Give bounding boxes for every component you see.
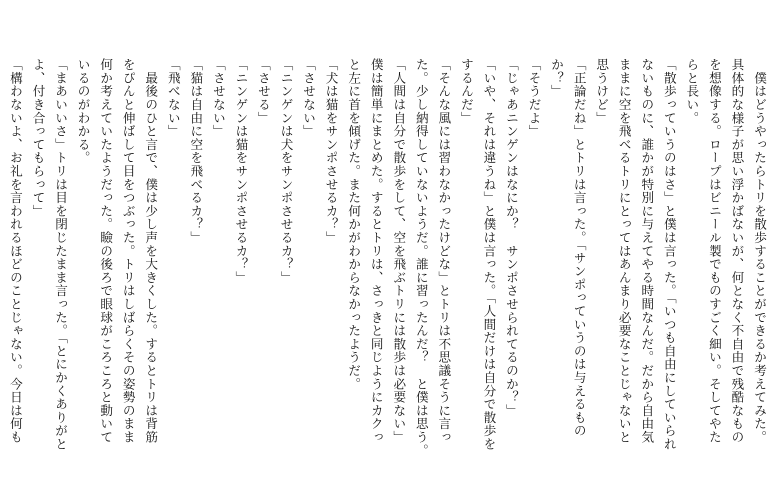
text-line: するんだ」 [458, 58, 474, 125]
text-line: 「ニンゲンは犬をサンポさせるカ？」 [278, 58, 294, 285]
text-line: 「させる」 [255, 58, 271, 125]
text-line: 何か考えていたようだった。瞼の後ろで眼球がころころと動いて [98, 58, 114, 444]
text-line: 「まあいいさ」トリは目を閉じたまま言った。「とにかくありがと [53, 58, 69, 451]
text-line: 僕は簡単にまとめた。するとトリは、さっきと同じようにカクっ [368, 58, 384, 444]
text-line: 「させない」 [210, 58, 226, 138]
text-line: 「飛べない」 [165, 58, 181, 138]
text-line: 「散歩っていうのはさ」と僕は言った。「いつも自由にしていられ [661, 58, 677, 451]
text-line: か？」 [549, 58, 565, 98]
text-line: ないものに、誰かが特別に与えてやる時間なんだ。だから自由気 [639, 58, 655, 444]
text-line: 「犬は猫をサンポさせるカ？」 [323, 58, 339, 245]
text-line: を想像する。ロープはビニール製でものすごく細い。そしてやた [706, 58, 722, 444]
text-line: 「構わないよ、お礼を言われるほどのことじゃない。今日は何も [7, 58, 23, 444]
text-line: 僕はどうやったらトリを散歩することができるか考えてみた。 [752, 58, 767, 444]
text-line: と左に首を傾げた。また何かがわからなかったようだ。 [346, 58, 362, 391]
text-line: 「じゃあニンゲンはなにか？ サンポさせられてるのか？」 [503, 58, 519, 418]
text-line: 「ニンゲンは猫をサンポさせるカ？」 [233, 58, 249, 285]
text-line: ままに空を飛べるトリにとってはあんまり必要なことじゃないと [616, 58, 632, 444]
text-line: 「そんな風には習わなかったけどな」とトリは不思議そうに言っ [436, 58, 452, 444]
text-line: 最後のひと言で、僕は少し声を大きくした。するとトリは背筋 [143, 58, 159, 444]
text-line: をぴんと伸ばして目をつぶった。トリはしばらくその姿勢のまま [120, 58, 136, 444]
text-line: らと長い。 [684, 58, 700, 125]
text-line: 「させない」 [301, 58, 317, 138]
text-line: いるのがわかる。 [75, 58, 91, 165]
text-line: 「そうだよ」 [526, 58, 542, 138]
text-line: 「人間は自分で散歩をして、空を飛ぶトリには散歩は必要ない」 [391, 58, 407, 444]
text-line: 「正論だね」とトリは言った。「サンポっていうのは与えるもの [571, 58, 587, 438]
text-line: 具体的な様子が思い浮かばないが、何となく不自由で残酷なもの [729, 58, 745, 444]
text-line: 思うけど」 [594, 58, 610, 125]
text-line: 「猫は自由に空を飛べるカ？」 [188, 58, 204, 245]
text-line: よ、付き合ってもらって」 [30, 58, 46, 218]
text-line: 「いや、それは違うね」と僕は言った。「人間だけは自分で散歩を [481, 58, 497, 451]
text-line: た。少し納得していないようだ。誰に習ったんだ？ と僕は思う。 [413, 58, 429, 457]
vertical-text-body [8, 58, 770, 480]
